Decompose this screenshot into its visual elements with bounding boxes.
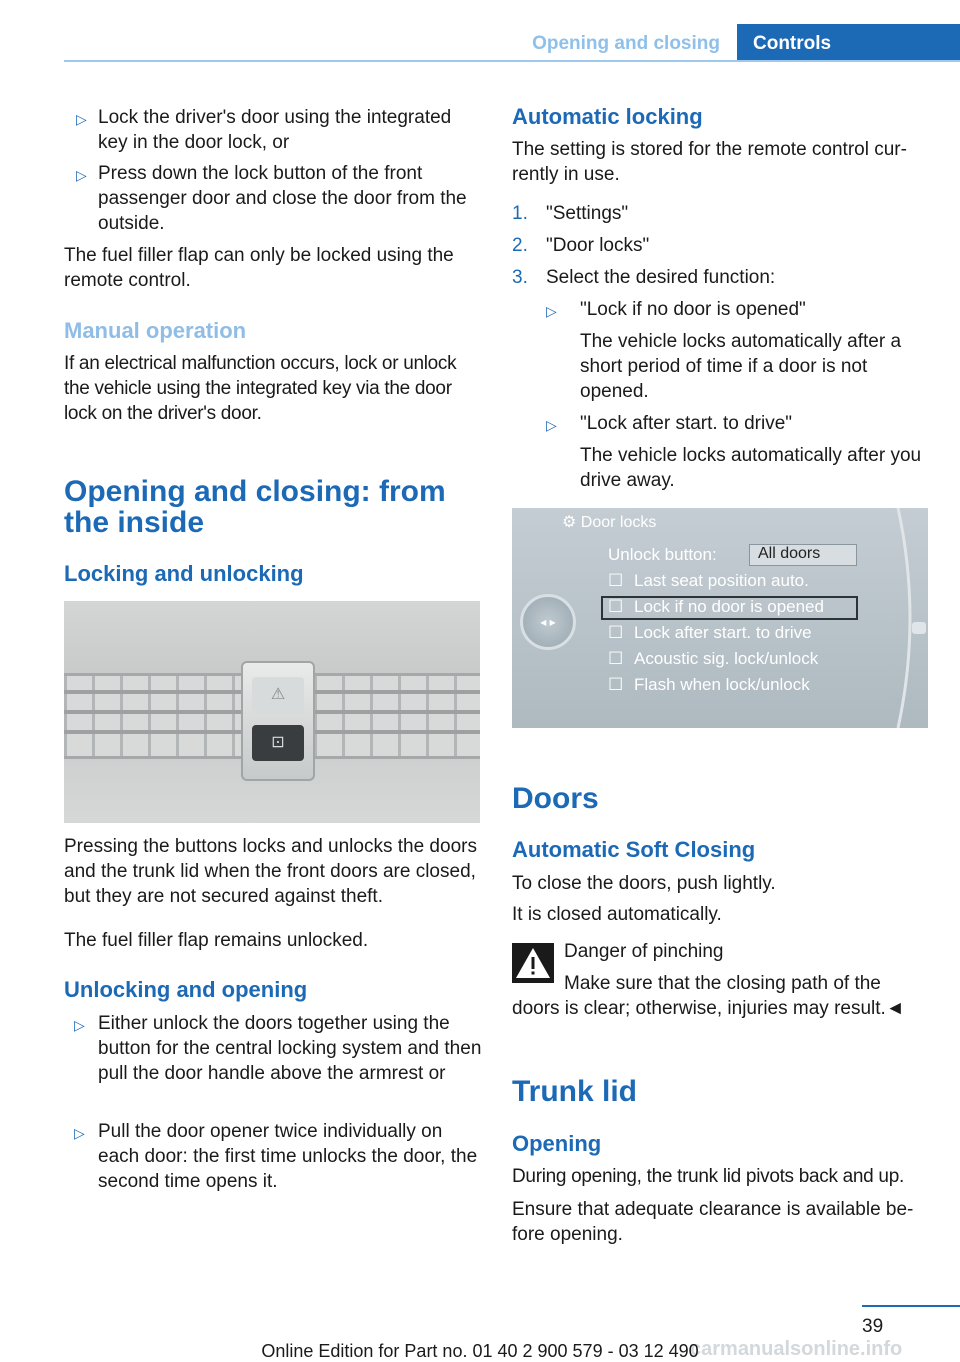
screen-title-text: Door locks: [580, 514, 657, 531]
opening-heading: Opening: [512, 1131, 602, 1156]
list-item: [64, 1011, 484, 1086]
header-rule: [64, 60, 960, 62]
vent-button-photo: [64, 601, 480, 823]
checkbox-icon: ☐: [608, 675, 624, 694]
bullet-text: Press down the lock button of the front passenger door and close the door from the outside.: [98, 163, 467, 234]
header-section-title: Opening and closing: [532, 33, 720, 54]
list-item: [64, 161, 482, 236]
checkbox-icon: ☐: [608, 571, 624, 590]
step-number: 1.: [512, 203, 528, 224]
left-vent: [64, 673, 244, 759]
list-item: [546, 411, 932, 493]
automatic-locking-heading: Automatic locking: [512, 104, 703, 129]
pressing-text: Pressing the buttons locks and unlocks the doors and the trunk lid when the front doors are closed, but they are not secured against theft.: [64, 836, 477, 907]
bullet-text: Pull the door opener twice individually on each door: the first time unlocks the door, the second time opens it.: [98, 1121, 478, 1192]
screen-edge-decoration: [888, 508, 928, 728]
section-heading-inside: Opening and closing: from the inside: [64, 475, 446, 539]
checkbox-icon: ☐: [608, 597, 624, 616]
list-item: [512, 201, 628, 226]
hazard-icon: ⚠: [252, 677, 304, 713]
screen-option: ☐ Lock after start. to drive: [608, 623, 812, 642]
step-number: 2.: [512, 235, 528, 256]
bullet-arrow-icon: ▷: [76, 111, 87, 127]
opening-text-2: Ensure that adequate clearance is available be-fore opening.: [512, 1199, 914, 1245]
step-text: "Door locks": [546, 235, 650, 256]
soft-closing-text-2: It is closed automatically.: [512, 904, 722, 925]
manual-operation-text: If an electrical malfunction occurs, lock or unlock the vehicle using the integrated key via the door lock on the driver's door.: [64, 353, 457, 424]
list-item: [512, 233, 649, 258]
bullet-arrow-icon: ▷: [74, 1017, 85, 1033]
locking-heading: Locking and unlocking: [64, 561, 304, 586]
step-text: Select the desired function:: [546, 267, 776, 288]
sub-option-desc: The vehicle locks automatically after a short period of time if a door is not opened.: [580, 331, 902, 402]
opening-text-1: During opening, the trunk lid pivots back and up.: [512, 1166, 904, 1187]
screen-option: ☐ Flash when lock/unlock: [608, 675, 810, 694]
central-locking-button: [241, 661, 315, 781]
bullet-arrow-icon: ▷: [74, 1125, 85, 1141]
step-text: "Settings": [546, 203, 629, 224]
footer-rule: [862, 1305, 960, 1307]
checkbox-icon: ☐: [608, 649, 624, 668]
doors-heading: Doors: [512, 782, 599, 815]
trunk-lid-heading: Trunk lid: [512, 1075, 638, 1108]
soft-closing-heading: Automatic Soft Closing: [512, 837, 756, 862]
warning-title: Danger of pinching: [564, 941, 724, 962]
checkbox-icon: ☐: [608, 623, 624, 642]
automatic-locking-text: The setting is stored for the remote control cur-rently in use.: [512, 139, 907, 185]
bullet-text: Either unlock the doors together using the button for the central locking system and then pull the door handle above the armrest or: [98, 1013, 482, 1084]
bullet-text: Lock the driver's door using the integrated key in the door lock, or: [98, 107, 452, 153]
warning-text: Make sure that the closing path of the doors is clear; otherwise, injuries may result.◄: [512, 973, 905, 1019]
bullet-arrow-icon: ▷: [546, 417, 557, 433]
bullet-arrow-icon: ▷: [76, 167, 87, 183]
screen-option: ☐ Lock if no door is opened: [608, 597, 824, 616]
gear-icon: ⚙: [562, 514, 577, 531]
list-item: [546, 297, 932, 404]
footer-edition: Online Edition for Part no. 01 40 2 900 579 - 03 12 490: [261, 1341, 699, 1361]
header-tab-controls: Controls: [737, 24, 960, 62]
controller-knob-icon: ◂ ▸: [520, 594, 576, 650]
manual-operation-heading: Manual operation: [64, 318, 247, 343]
step-number: 3.: [512, 267, 528, 288]
screen-unlock-value: All doors: [749, 544, 857, 566]
right-vent: [314, 673, 480, 759]
sub-option-desc: The vehicle locks automatically after you drive away.: [580, 445, 922, 491]
screen-title: [562, 512, 656, 532]
list-item: [512, 265, 775, 290]
list-item: [64, 105, 482, 155]
door-locks-screen: [512, 508, 928, 728]
page-number: 39: [862, 1316, 884, 1337]
sub-option-label: "Lock after start. to drive": [580, 413, 793, 434]
bullet-arrow-icon: ▷: [546, 303, 557, 319]
soft-closing-text-1: To close the doors, push lightly.: [512, 873, 776, 894]
screen-option: ☐ Last seat position auto.: [608, 571, 809, 590]
screen-unlock-label: Unlock button:: [608, 545, 717, 564]
watermark: carmanualsonline.info: [690, 1338, 903, 1360]
unlocking-heading: Unlocking and opening: [64, 977, 308, 1002]
sub-option-label: "Lock if no door is opened": [580, 299, 806, 320]
list-item: [64, 1119, 482, 1194]
fuel-unlocked-text: The fuel filler flap remains unlocked.: [64, 930, 369, 951]
fuel-note: The fuel filler flap can only be locked using the remote control.: [64, 245, 454, 291]
lock-icon: ⊡: [252, 725, 304, 761]
screen-option: ☐ Acoustic sig. lock/unlock: [608, 649, 819, 668]
